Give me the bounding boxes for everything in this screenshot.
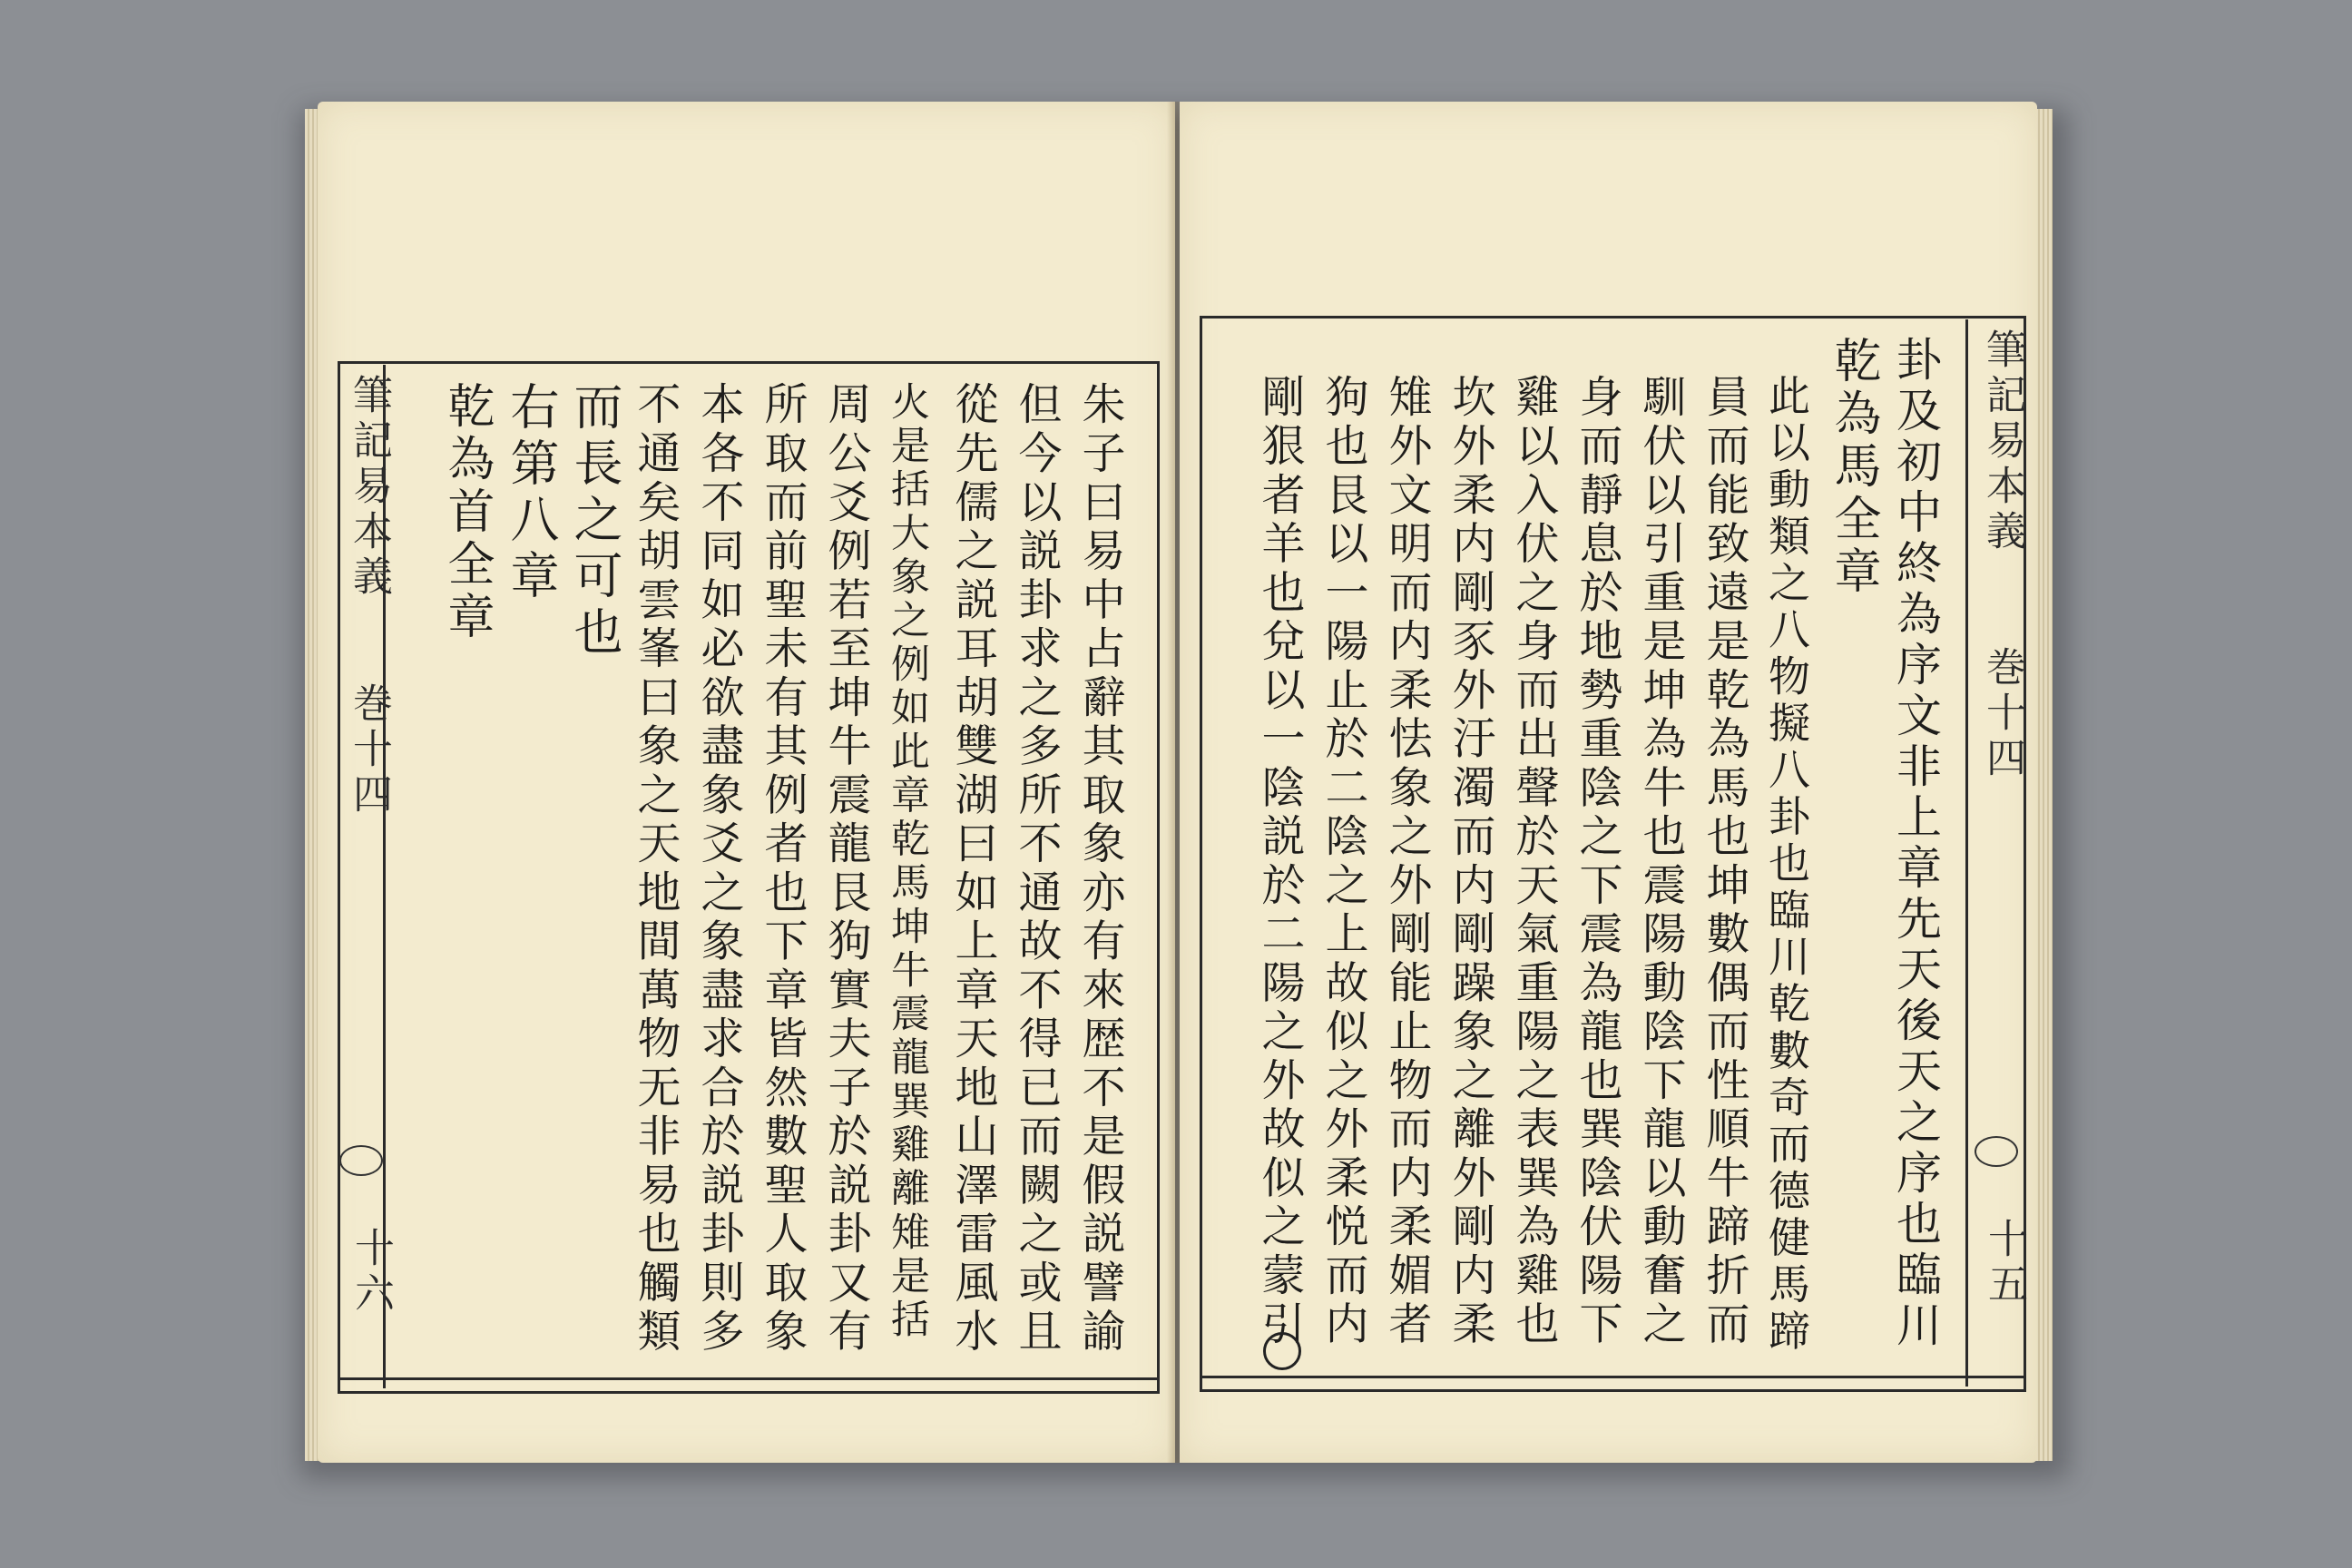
right-text-column-1: 卦及初中終為序文非上章先天後天之序也臨川 bbox=[1889, 336, 1942, 1352]
left-text-column-1: 朱子曰易中占辭其取象亦有來歴不是假説譬諭 bbox=[1074, 381, 1125, 1357]
left-text-column-6: 所取而前聖未有其例者也下章皆然數聖人取象 bbox=[757, 381, 808, 1357]
right-margin-title: 筆記易本義 bbox=[1979, 328, 2025, 555]
right-text-column-7: 雞以入伏之身而出聲於天氣重陽之表巽為雞也 bbox=[1508, 374, 1559, 1350]
right-section-heading: 乾為馬全章 bbox=[1826, 336, 1880, 599]
end-circle-mark bbox=[1263, 1332, 1301, 1370]
right-margin-volume: 巻十四 bbox=[1979, 646, 2025, 782]
left-fish-tail-ornament bbox=[339, 1145, 383, 1176]
right-text-column-8: 坎外柔内剛豕外汙濁而内剛躁象之離外剛内柔 bbox=[1445, 374, 1495, 1350]
right-margin-folio: 十五 bbox=[1981, 1218, 2027, 1308]
left-text-column-4: 火是括大象之例如此章乾馬坤牛震龍巽雞離雉是括 bbox=[885, 381, 930, 1343]
left-page-bottom-rule bbox=[338, 1377, 1157, 1380]
right-page-bottom-rule bbox=[1200, 1376, 2024, 1378]
right-text-column-4: 員而能致遠是乾為馬也坤數偶而性順牛蹄折而 bbox=[1699, 374, 1749, 1350]
left-text-column-7: 本各不同如必欲盡象爻之象盡求合於説卦則多 bbox=[693, 381, 744, 1357]
right-page bbox=[1180, 102, 2037, 1463]
left-text-column-2: 但今以説卦求之多所不通故不得已而闕之或且 bbox=[1011, 381, 1062, 1357]
left-margin-volume: 巻十四 bbox=[346, 682, 392, 818]
left-text-column-10: 右第八章 bbox=[503, 381, 560, 606]
left-text-column-3: 從先儒之説耳胡雙湖曰如上章天地山澤雷風水 bbox=[947, 381, 998, 1357]
right-text-column-11: 剛狠者羊也兌以一陰説於二陽之外故似之蒙引 bbox=[1254, 374, 1305, 1350]
right-text-column-5: 馴伏以引重是坤為牛也震陽動陰下龍以動奮之 bbox=[1635, 374, 1686, 1350]
left-margin-folio: 十六 bbox=[348, 1227, 394, 1318]
left-section-heading: 乾為首全章 bbox=[439, 381, 494, 644]
right-text-column-9: 雉外文明而内柔怯象之外剛能止物而内柔媚者 bbox=[1381, 374, 1432, 1350]
right-text-column-10: 狗也艮以一陽止於二陰之上故似之外柔悦而内 bbox=[1318, 374, 1368, 1350]
left-page bbox=[318, 102, 1175, 1463]
right-page-margin-rule bbox=[1965, 319, 1968, 1387]
right-fish-tail-ornament bbox=[1975, 1136, 2018, 1167]
right-text-column-6: 身而靜息於地勢重陰之下震為龍也巽陰伏陽下 bbox=[1572, 374, 1622, 1350]
right-text-column-3: 此以動類之八物擬八卦也臨川乾數奇而德健馬蹄 bbox=[1762, 374, 1811, 1356]
left-text-column-9: 而長之可也 bbox=[566, 381, 623, 662]
left-margin-title: 筆記易本義 bbox=[346, 374, 392, 601]
left-text-column-5: 周公爻例若至坤牛震龍艮狗實夫子於説卦又有 bbox=[820, 381, 871, 1357]
left-text-column-8: 不通矣胡雲峯曰象之天地間萬物无非易也觸類 bbox=[630, 381, 681, 1357]
